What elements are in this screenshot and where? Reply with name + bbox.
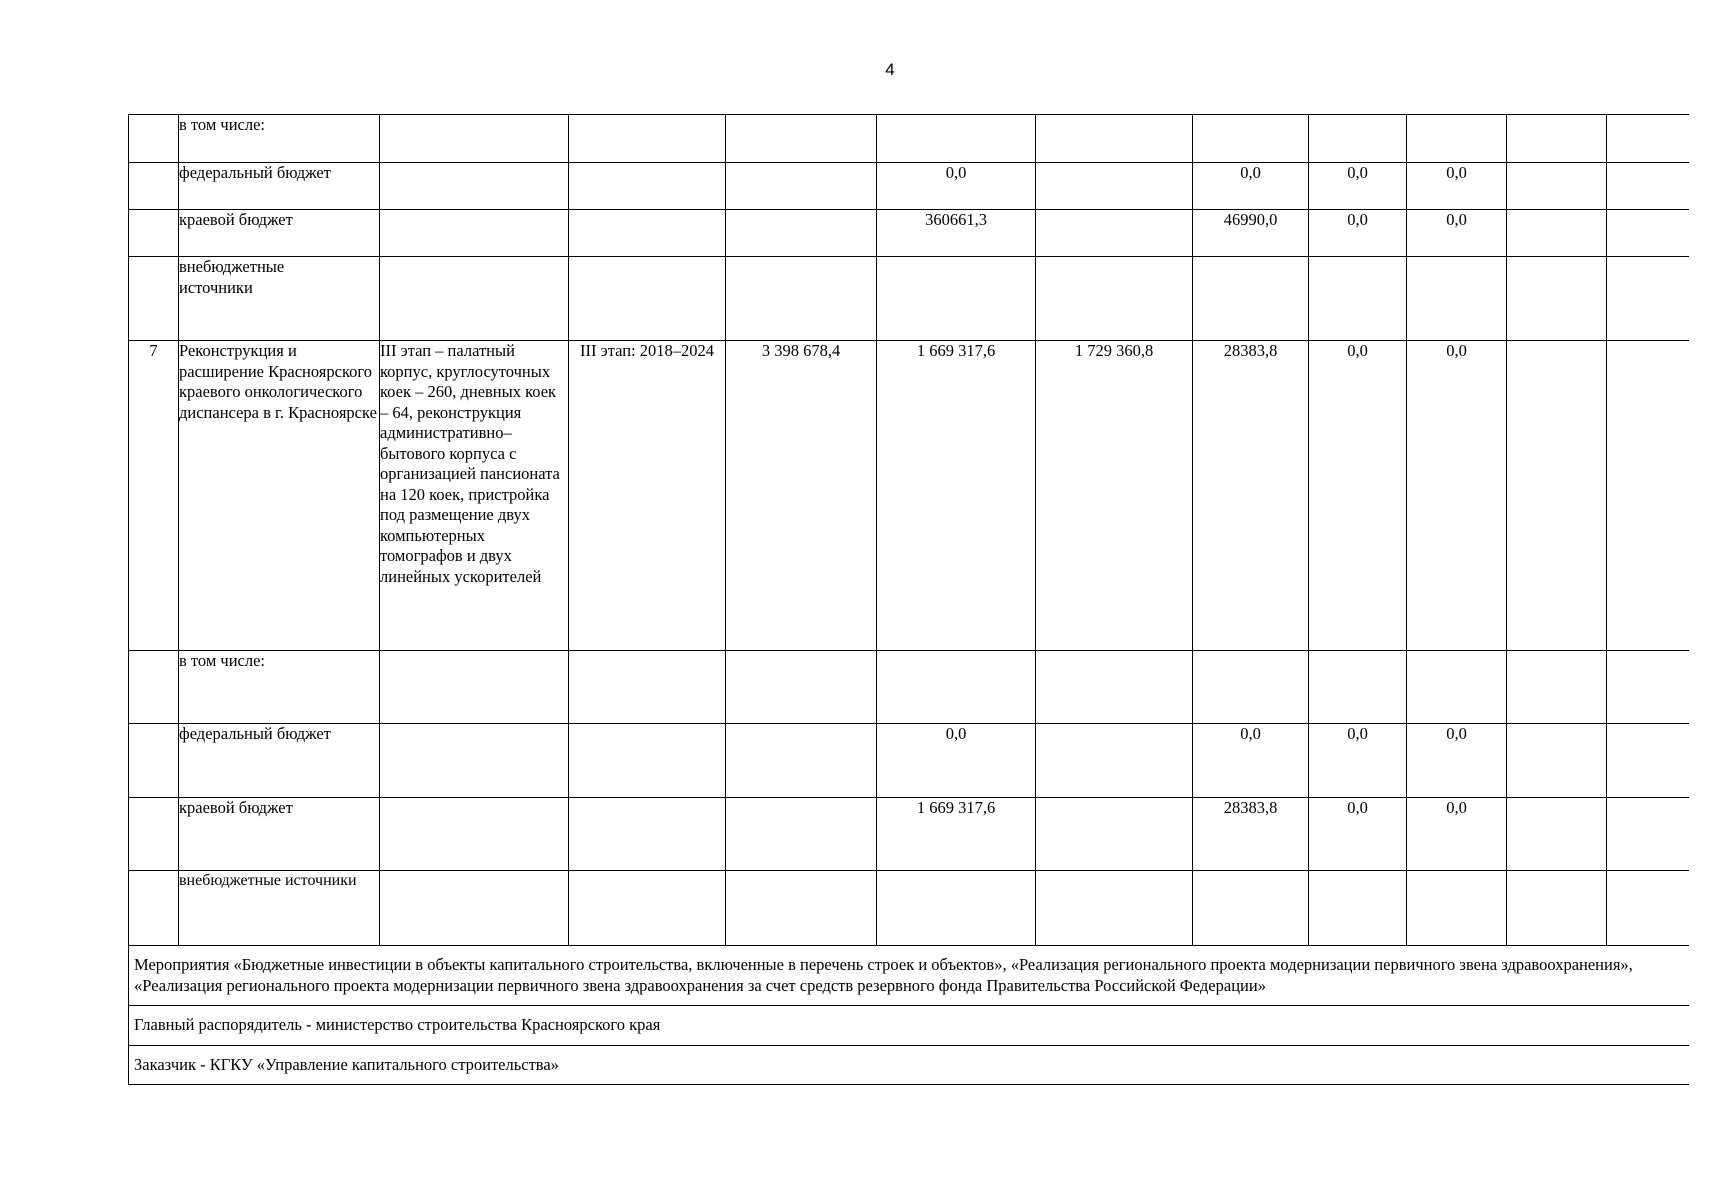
table-cell — [1036, 651, 1193, 724]
value-cell: 0,0 — [1407, 341, 1507, 651]
value-cell: 0,0 — [1309, 798, 1407, 871]
value-cell: 0,0 — [877, 163, 1036, 210]
table-cell — [1036, 871, 1193, 946]
value-cell — [1193, 651, 1309, 724]
table-cell — [1036, 163, 1193, 210]
table-cell — [1507, 115, 1607, 163]
footer-row — [129, 946, 1689, 1006]
row-number-cell — [129, 163, 179, 210]
table-row — [129, 115, 1689, 163]
table-cell — [1607, 341, 1689, 651]
value-cell: 0,0 — [1407, 724, 1507, 798]
investment-table — [128, 114, 1689, 1085]
table-cell — [1193, 871, 1309, 946]
value-cell — [1407, 651, 1507, 724]
value-cell — [1193, 115, 1309, 163]
value-cell: 0,0 — [877, 724, 1036, 798]
table-row — [129, 210, 1689, 257]
value-cell — [1309, 651, 1407, 724]
table-cell — [1036, 798, 1193, 871]
table-cell — [569, 163, 726, 210]
funding-name: в том числе: — [179, 651, 380, 724]
table-row — [129, 651, 1689, 724]
value-cell: 0,0 — [1309, 163, 1407, 210]
table-row — [129, 257, 1689, 341]
value-cell — [1407, 115, 1507, 163]
table-cell — [1607, 651, 1689, 724]
table-cell — [726, 724, 877, 798]
value-cell: 360661,3 — [877, 210, 1036, 257]
table-cell — [1607, 210, 1689, 257]
activities-text: Мероприятия «Бюджетные инвестиции в объекты капитального строительства, включенные в перечень строек и объектов», «Реализация регионального проекта модернизации первичного звена здравоохранения», «Реализация регионального проекта модернизации первичного звена здравоохранения за счет средств резервного фонда Правительства Российской Федерации» — [129, 946, 1689, 1006]
value-cell: 0,0 — [1407, 798, 1507, 871]
table-cell — [380, 257, 569, 341]
value-cell: 1 729 360,8 — [1036, 341, 1193, 651]
object-description: III этап – палатный корпус, круглосуточных коек – 260, дневных коек – 64, реконструкция административно–бытового корпуса с организацией пансионата на 120 коек, пристройка под размещение двух компьютерных томографов и двух линейных ускорителей — [380, 341, 569, 651]
footer-row — [129, 1045, 1689, 1085]
table-cell — [726, 163, 877, 210]
footer-row — [129, 1006, 1689, 1046]
table-cell — [1507, 871, 1607, 946]
value-cell: 0,0 — [1309, 341, 1407, 651]
object-name: Реконструкция и расширение Красноярского краевого онкологического диспансера в г. Красноярске — [179, 341, 380, 651]
value-cell: 0,0 — [1407, 163, 1507, 210]
value-cell: 28383,8 — [1193, 798, 1309, 871]
table-cell — [726, 871, 877, 946]
row-number-cell — [129, 798, 179, 871]
row-number-cell — [129, 257, 179, 341]
table-cell — [1193, 257, 1309, 341]
funding-name: внебюджетные источники — [179, 257, 380, 341]
table-cell — [1036, 257, 1193, 341]
value-cell — [877, 115, 1036, 163]
value-cell: 28383,8 — [1193, 341, 1309, 651]
table-cell — [1507, 210, 1607, 257]
funding-name: краевой бюджет — [179, 210, 380, 257]
table-cell — [380, 210, 569, 257]
table-cell — [1607, 257, 1689, 341]
page-number: 4 — [885, 60, 895, 79]
table-cell — [380, 871, 569, 946]
object-row — [129, 341, 1689, 651]
table-cell — [1607, 115, 1689, 163]
table-cell — [569, 871, 726, 946]
funding-name: в том числе: — [179, 115, 380, 163]
value-cell — [877, 651, 1036, 724]
row-number-cell — [129, 871, 179, 946]
object-period: III этап: 2018–2024 — [569, 341, 726, 651]
row-number-cell — [129, 115, 179, 163]
object-cost: 3 398 678,4 — [726, 341, 877, 651]
customer-text: Заказчик - КГКУ «Управление капитального строительства» — [129, 1045, 1689, 1085]
table-cell — [1607, 798, 1689, 871]
table-cell — [726, 115, 877, 163]
table-cell — [1036, 724, 1193, 798]
table-cell — [1607, 871, 1689, 946]
table-cell — [569, 724, 726, 798]
table-cell — [1607, 163, 1689, 210]
table-row — [129, 871, 1689, 946]
table-cell — [1309, 871, 1407, 946]
table-cell — [569, 798, 726, 871]
value-cell — [1309, 115, 1407, 163]
table-cell — [1407, 257, 1507, 341]
table-cell — [1036, 210, 1193, 257]
row-number-cell — [129, 210, 179, 257]
table-cell — [569, 210, 726, 257]
value-cell: 1 669 317,6 — [877, 341, 1036, 651]
manager-text: Главный распорядитель - министерство строительства Красноярского края — [129, 1006, 1689, 1046]
funding-name: федеральный бюджет — [179, 724, 380, 798]
funding-name: федеральный бюджет — [179, 163, 380, 210]
table-cell — [569, 651, 726, 724]
table-cell — [726, 257, 877, 341]
value-cell: 0,0 — [1309, 724, 1407, 798]
table-cell — [1507, 651, 1607, 724]
table-cell — [380, 724, 569, 798]
table-cell — [1507, 798, 1607, 871]
table-cell — [380, 115, 569, 163]
funding-name: внебюджетные источники — [179, 871, 380, 946]
table-cell — [726, 210, 877, 257]
value-cell: 0,0 — [1309, 210, 1407, 257]
table-cell — [1036, 115, 1193, 163]
table-cell — [1507, 163, 1607, 210]
value-cell: 0,0 — [1193, 163, 1309, 210]
table-cell — [726, 798, 877, 871]
table-cell — [877, 871, 1036, 946]
table-cell — [877, 257, 1036, 341]
row-number-cell — [129, 724, 179, 798]
value-cell: 0,0 — [1407, 210, 1507, 257]
table-cell — [380, 163, 569, 210]
table-cell — [1407, 871, 1507, 946]
value-cell: 46990,0 — [1193, 210, 1309, 257]
table-cell — [1507, 724, 1607, 798]
table-cell — [1309, 257, 1407, 341]
table-cell — [380, 798, 569, 871]
table-cell — [569, 257, 726, 341]
table-row — [129, 163, 1689, 210]
table-cell — [1507, 341, 1607, 651]
funding-name: краевой бюджет — [179, 798, 380, 871]
object-number: 7 — [129, 341, 179, 651]
table-cell — [1507, 257, 1607, 341]
table-cell — [380, 651, 569, 724]
table-cell — [726, 651, 877, 724]
table-row — [129, 724, 1689, 798]
value-cell: 1 669 317,6 — [877, 798, 1036, 871]
table-cell — [569, 115, 726, 163]
row-number-cell — [129, 651, 179, 724]
value-cell: 0,0 — [1193, 724, 1309, 798]
table-cell — [1607, 724, 1689, 798]
table-row — [129, 798, 1689, 871]
